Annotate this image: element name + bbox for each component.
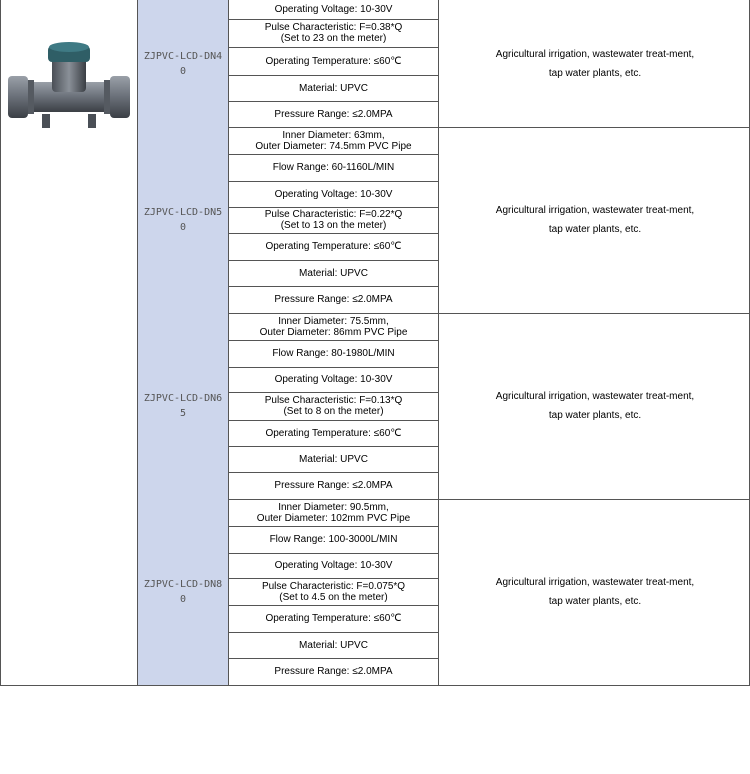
application-cell — [440, 313, 750, 499]
spec-text: Flow Range: 60-1160L/MIN — [272, 162, 395, 173]
divider — [229, 392, 439, 393]
spec-cell — [229, 47, 438, 75]
model-cell — [138, 127, 228, 313]
spec-cell — [229, 420, 438, 446]
divider — [229, 340, 439, 341]
divider — [229, 260, 439, 261]
spec-cell — [229, 499, 438, 526]
spec-text: Operating Temperature: ≤60℃ — [265, 55, 402, 67]
spec-text: Pressure Range: ≤2.0MPA — [274, 108, 393, 120]
divider — [137, 0, 138, 686]
spec-cell — [229, 75, 438, 101]
spec-cell — [229, 392, 438, 420]
spec-text: Material: UPVC — [299, 267, 368, 279]
spec-cell — [229, 446, 438, 472]
model-cell — [138, 499, 228, 685]
divider — [229, 632, 439, 633]
spec-cell — [229, 472, 438, 499]
spec-text: Pressure Range: ≤2.0MPA — [274, 666, 393, 677]
divider — [229, 286, 439, 287]
spec-text: Operating Voltage: 10-30V — [274, 188, 393, 200]
model-label: ZJPVC-LCD-DN40 — [143, 50, 223, 77]
spec-text: Operating Temperature: ≤60℃ — [265, 241, 402, 252]
application-text: Agricultural irrigation, wastewater treat-ment, tap water plants, etc. — [495, 577, 695, 607]
divider — [0, 685, 750, 686]
divider — [229, 472, 439, 473]
divider — [229, 154, 439, 155]
spec-text: Pressure Range: ≤2.0MPA — [274, 480, 393, 491]
spec-text: Flow Range: 100-3000L/MIN — [269, 534, 398, 545]
spec-cell — [229, 101, 438, 127]
spec-cell — [229, 553, 438, 578]
model-label: ZJPVC-LCD-DN80 — [143, 579, 223, 605]
application-cell — [440, 0, 750, 127]
spec-cell — [229, 313, 438, 340]
spec-cell — [229, 632, 438, 658]
divider — [229, 19, 439, 20]
divider — [229, 181, 439, 182]
divider — [229, 605, 439, 606]
spec-cell — [229, 260, 438, 286]
divider — [229, 207, 439, 208]
spec-cell — [229, 605, 438, 632]
spec-cell — [229, 0, 438, 19]
spec-cell — [229, 526, 438, 553]
divider — [229, 233, 439, 234]
spec-cell — [229, 19, 438, 47]
spec-text: Material: UPVC — [299, 82, 368, 94]
spec-text: Pulse Characteristic: F=0.075*Q (Set to 4.5 on the meter) — [261, 580, 406, 603]
spec-text: Operating Voltage: 10-30V — [274, 374, 393, 385]
divider — [229, 578, 439, 579]
divider — [229, 553, 439, 554]
model-cell — [138, 0, 228, 127]
spec-text: Pressure Range: ≤2.0MPA — [274, 294, 393, 305]
spec-cell — [229, 233, 438, 260]
spec-text: Inner Diameter: 63mm, Outer Diameter: 74.5mm PVC Pipe — [255, 129, 412, 152]
application-cell — [440, 127, 750, 313]
divider — [229, 101, 439, 102]
spec-cell — [229, 181, 438, 207]
divider — [229, 47, 439, 48]
spec-text: Flow Range: 80-1980L/MIN — [272, 348, 395, 359]
pvc-flow-meter-icon — [2, 40, 136, 136]
spec-text: Material: UPVC — [299, 453, 368, 465]
spec-text: Inner Diameter: 75.5mm, Outer Diameter: 86mm PVC Pipe — [259, 315, 408, 338]
spec-cell — [229, 658, 438, 685]
spec-cell — [229, 340, 438, 367]
divider — [229, 526, 439, 527]
spec-cell — [229, 286, 438, 313]
model-cell — [138, 313, 228, 499]
model-label: ZJPVC-LCD-DN50 — [143, 207, 223, 233]
divider — [229, 420, 439, 421]
model-label: ZJPVC-LCD-DN65 — [143, 393, 223, 419]
divider — [229, 658, 439, 659]
application-cell — [440, 499, 750, 685]
spec-text: Operating Voltage: 10-30V — [274, 560, 393, 571]
spec-text: Pulse Characteristic: F=0.22*Q (Set to 13 on the meter) — [264, 209, 403, 231]
spec-cell — [229, 207, 438, 233]
spec-text: Material: UPVC — [299, 639, 368, 651]
application-text: Agricultural irrigation, wastewater treat-ment, tap water plants, etc. — [495, 205, 695, 235]
spec-text: Operating Voltage: 10-30V — [274, 4, 393, 15]
application-text: Agricultural irrigation, wastewater treat-ment, tap water plants, etc. — [495, 48, 695, 79]
application-text: Agricultural irrigation, wastewater treat-ment, tap water plants, etc. — [495, 391, 695, 421]
spec-text: Pulse Characteristic: F=0.38*Q (Set to 23 on the meter) — [264, 22, 403, 44]
spec-cell — [229, 127, 438, 154]
divider — [229, 367, 439, 368]
divider — [229, 446, 439, 447]
spec-text: Operating Temperature: ≤60℃ — [265, 427, 402, 439]
spec-cell — [229, 367, 438, 392]
spec-cell — [229, 154, 438, 181]
divider — [229, 75, 439, 76]
spec-text: Pulse Characteristic: F=0.13*Q (Set to 8 on the meter) — [264, 395, 403, 417]
spec-cell — [229, 578, 438, 605]
divider — [0, 0, 1, 686]
spec-text: Operating Temperature: ≤60℃ — [265, 613, 402, 624]
divider — [228, 0, 229, 686]
divider — [438, 0, 439, 686]
spec-text: Inner Diameter: 90.5mm, Outer Diameter: 102mm PVC Pipe — [256, 501, 411, 524]
